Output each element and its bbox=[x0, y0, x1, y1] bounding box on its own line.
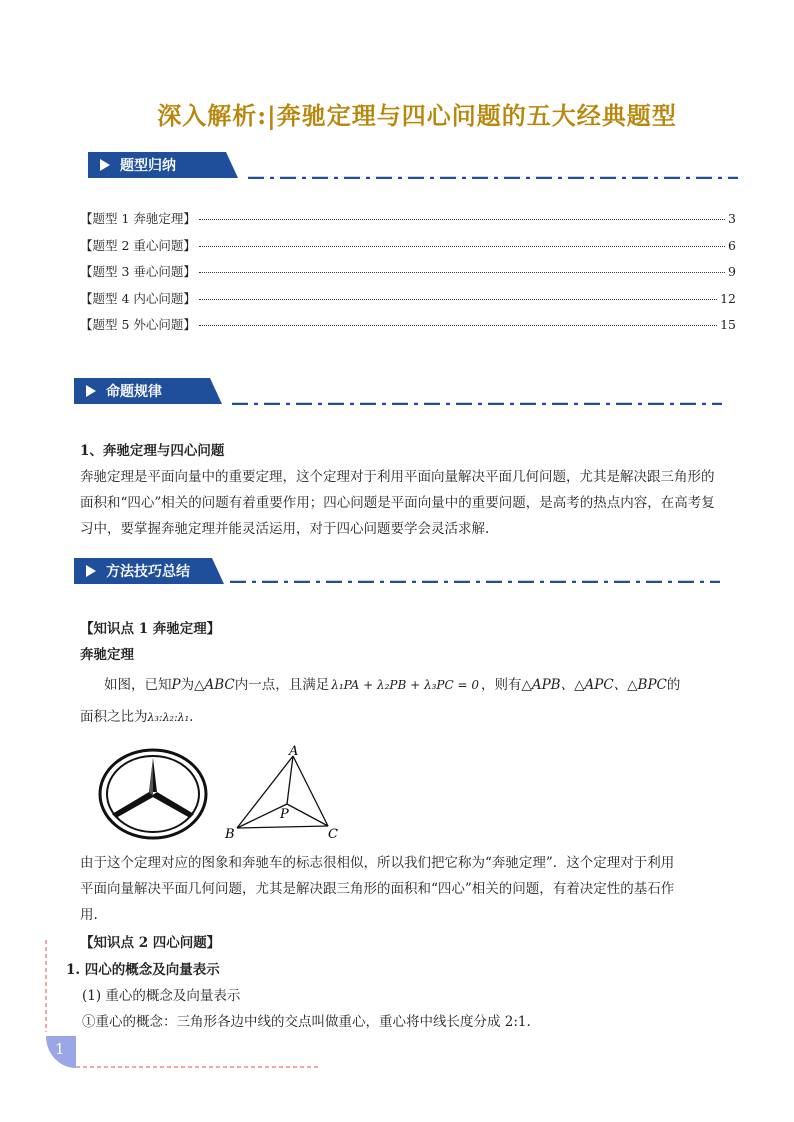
toc-item[interactable]: 【题型 2 重心问题】 6 bbox=[80, 237, 736, 253]
mercedes-logo-figure bbox=[98, 748, 208, 840]
kp1-subheading: 奔驰定理 bbox=[80, 647, 134, 663]
page-corner-decoration bbox=[40, 940, 330, 1070]
law-section bbox=[80, 438, 740, 542]
toc-item[interactable]: 【题型 4 内心问题】 12 bbox=[80, 290, 736, 306]
section-banner-law bbox=[74, 376, 222, 406]
law-heading: 1、奔驰定理与四心问题 bbox=[80, 443, 225, 459]
subheading: 1. 四心的概念及向量表示 bbox=[66, 962, 220, 978]
theorem-statement-line2: 面积之比为λ₃:λ₂:λ₁. bbox=[80, 709, 194, 725]
law-line: 习中，要掌握奔驰定理并能灵活运用，对于四心问题要学会灵活求解. bbox=[80, 521, 490, 537]
law-line: 奔驰定理是平面向量中的重要定理，这个定理对于利用平面向量解决平面几何问题，尤其是解决跟三角形的 bbox=[80, 469, 715, 485]
triangle-figure bbox=[222, 742, 352, 842]
knowledge-point-1 bbox=[80, 616, 740, 668]
section-title: 题型归纳 bbox=[120, 158, 176, 174]
section-banner-types bbox=[88, 150, 238, 180]
vertex-label-b: B bbox=[225, 827, 235, 842]
page-number: 1 bbox=[55, 1040, 65, 1058]
section-title: 方法技巧总结 bbox=[106, 564, 190, 580]
document-title: 深入解析:|奔驰定理与四心问题的五大经典题型 bbox=[157, 101, 677, 130]
toc-item[interactable]: 【题型 3 垂心问题】 9 bbox=[80, 264, 736, 279]
kp2-heading: 【知识点 2 四心问题】 bbox=[80, 935, 221, 951]
theorem-statement: 如图，已知P为△ABC内一点，且满足 λ₁PA + λ₂PB + λ₃PC = 0 ，则有△APB、△APC、△BPC的 bbox=[104, 677, 681, 693]
vertex-label-c: C bbox=[328, 827, 338, 842]
point-label-p: P bbox=[280, 807, 289, 822]
definition-line: ①重心的概念：三角形各边中线的交点叫做重心，重心将中线长度分成 2:1. bbox=[82, 1014, 531, 1030]
explanation: 由于这个定理对应的图象和奔驰车的标志很相似，所以我们把它称为“奔驰定理”．这个定理对于利用 平面向量解决平面几何问题，尤其是解决跟三角形的面积和“四心”相关的问题，有着决定性的基石作 用. bbox=[80, 855, 675, 923]
dash-divider bbox=[230, 580, 720, 583]
toc-item[interactable]: 【题型 5 外心问题】 15 bbox=[80, 317, 736, 332]
dash-divider bbox=[232, 402, 722, 405]
dash-divider bbox=[248, 176, 738, 179]
subheading: (1) 重心的概念及向量表示 bbox=[82, 988, 241, 1004]
section-title: 命题规律 bbox=[106, 384, 162, 400]
table-of-contents bbox=[80, 209, 736, 342]
kp1-heading: 【知识点 1 奔驰定理】 bbox=[80, 621, 221, 637]
vertex-label-a: A bbox=[289, 744, 299, 759]
section-banner-method bbox=[74, 556, 224, 586]
ratio: λ₃:λ₂:λ₁ bbox=[147, 711, 190, 724]
law-line: 面积和“四心”相关的问题有着重要作用；四心问题是平面向量中的重要问题，是高考的热点内容，在高考复 bbox=[80, 495, 715, 511]
toc-item[interactable]: 【题型 1 奔驰定理】 3 bbox=[80, 211, 736, 226]
formula: λ₁PA + λ₂PB + λ₃PC = 0 bbox=[331, 678, 479, 692]
